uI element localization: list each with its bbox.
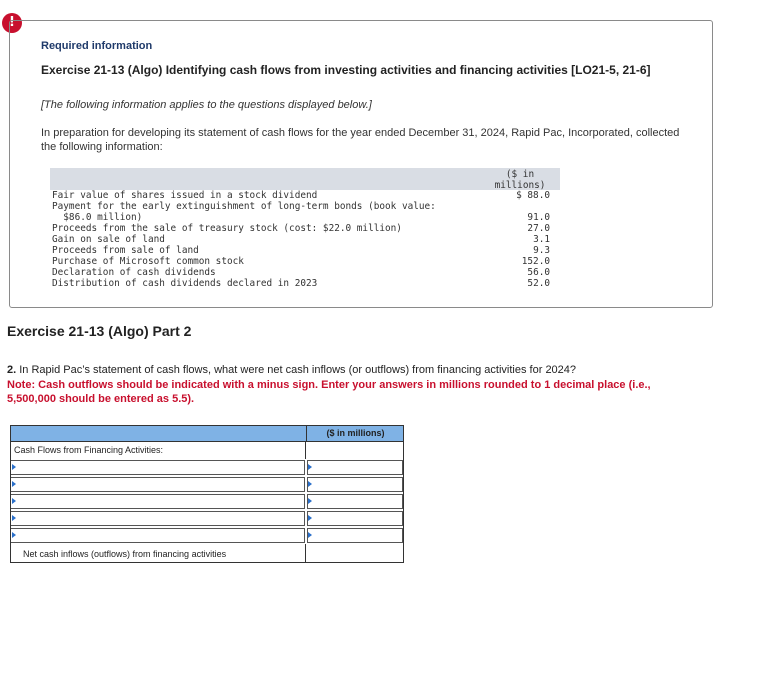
answer-table-header <box>10 425 404 442</box>
data-table-row-value: 152.0 <box>521 256 550 267</box>
data-table-row-label: Proceeds from the sale of treasury stock (cost: $22.0 million) <box>52 223 402 234</box>
answer-input-row <box>10 493 404 510</box>
dropdown-arrow-icon[interactable] <box>12 464 16 470</box>
data-table-row-label: Distribution of cash dividends declared in 2023 <box>52 278 318 289</box>
data-table-header-line: ($ in <box>505 169 535 180</box>
note-text: Note: Cash outflows should be indicated with a minus sign. Enter your answers in millions rounded to 1 decimal place (i.e., 5,500,000 should be entered as 5.5). <box>7 379 651 405</box>
instructions-note: [The following information applies to the questions displayed below.] <box>41 99 372 111</box>
financing-item-input[interactable] <box>11 528 305 543</box>
question-number: 2. <box>7 364 17 376</box>
section-label: Cash Flows from Financing Activities: <box>14 445 164 455</box>
answer-input-row <box>10 476 404 493</box>
data-table-row <box>50 190 560 201</box>
prep-text: In preparation for developing its statement of cash flows for the year ended December 31, 2024, Rapid Pac, Incorporated, collected the following information: <box>41 127 680 153</box>
exclamation-icon: ! <box>2 13 22 33</box>
data-table-row <box>50 256 560 267</box>
section-label-row <box>10 442 404 459</box>
data-table-row-value: 27.0 <box>527 223 550 234</box>
data-table-row <box>50 201 560 212</box>
data-table-row <box>50 278 560 289</box>
data-table-row-label: $86.0 million) <box>52 212 143 223</box>
question-body: In Rapid Pac’s statement of cash flows, what were net cash inflows (or outflows) from financing activities for 2024? <box>19 364 577 376</box>
data-table-column-header <box>480 169 560 191</box>
total-label: Net cash inflows (outflows) from financing activities <box>23 549 227 559</box>
data-table-row-label: Payment for the early extinguishment of long-term bonds (book value: <box>52 201 436 212</box>
dropdown-arrow-icon[interactable] <box>12 515 16 521</box>
data-table-row <box>50 212 560 223</box>
question-text <box>7 364 697 376</box>
answer-input-row <box>10 527 404 544</box>
total-row <box>10 544 404 563</box>
data-table-row-value: 9.3 <box>533 245 550 256</box>
answer-column-header: ($ in millions) <box>306 426 404 441</box>
financing-item-input[interactable] <box>11 477 305 492</box>
data-table-header <box>50 168 560 190</box>
required-information-title: Required information <box>41 40 153 52</box>
data-table-row <box>50 223 560 234</box>
financing-amount-input[interactable] <box>307 528 403 543</box>
dropdown-arrow-icon[interactable] <box>12 532 16 538</box>
data-table-row <box>50 234 560 245</box>
data-table-row-value: 91.0 <box>527 212 550 223</box>
data-table-row-value: $ 88.0 <box>516 190 550 201</box>
data-table-row-label: Gain on sale of land <box>52 234 165 245</box>
financing-item-input[interactable] <box>11 460 305 475</box>
dropdown-arrow-icon[interactable] <box>308 498 312 504</box>
required-information-panel <box>9 20 713 308</box>
dropdown-arrow-icon[interactable] <box>308 532 312 538</box>
answer-input-row <box>10 510 404 527</box>
data-table-row <box>50 267 560 278</box>
dropdown-arrow-icon[interactable] <box>308 464 312 470</box>
data-table-row <box>50 245 560 256</box>
financing-amount-input[interactable] <box>307 511 403 526</box>
dropdown-arrow-icon[interactable] <box>308 515 312 521</box>
dropdown-arrow-icon[interactable] <box>12 498 16 504</box>
answer-input-row <box>10 459 404 476</box>
part-title: Exercise 21-13 (Algo) Part 2 <box>7 323 192 339</box>
data-table-row-label: Proceeds from sale of land <box>52 245 199 256</box>
data-table-row-value: 56.0 <box>527 267 550 278</box>
financing-amount-input[interactable] <box>307 477 403 492</box>
financing-item-input[interactable] <box>11 494 305 509</box>
dropdown-arrow-icon[interactable] <box>308 481 312 487</box>
financing-amount-input[interactable] <box>307 460 403 475</box>
data-table-row-label: Purchase of Microsoft common stock <box>52 256 244 267</box>
data-table-row-label: Fair value of shares issued in a stock dividend <box>52 190 318 201</box>
data-table-header-line: millions) <box>494 180 546 191</box>
dropdown-arrow-icon[interactable] <box>12 481 16 487</box>
data-table-row-label: Declaration of cash dividends <box>52 267 216 278</box>
data-table-row-value: 3.1 <box>533 234 550 245</box>
financing-amount-input[interactable] <box>307 494 403 509</box>
exercise-title: Exercise 21-13 (Algo) Identifying cash flows from investing activities and financing activities [LO21-5, 21-6] <box>41 63 651 77</box>
data-table-row-value: 52.0 <box>527 278 550 289</box>
financing-item-input[interactable] <box>11 511 305 526</box>
total-amount-input[interactable] <box>307 545 401 560</box>
